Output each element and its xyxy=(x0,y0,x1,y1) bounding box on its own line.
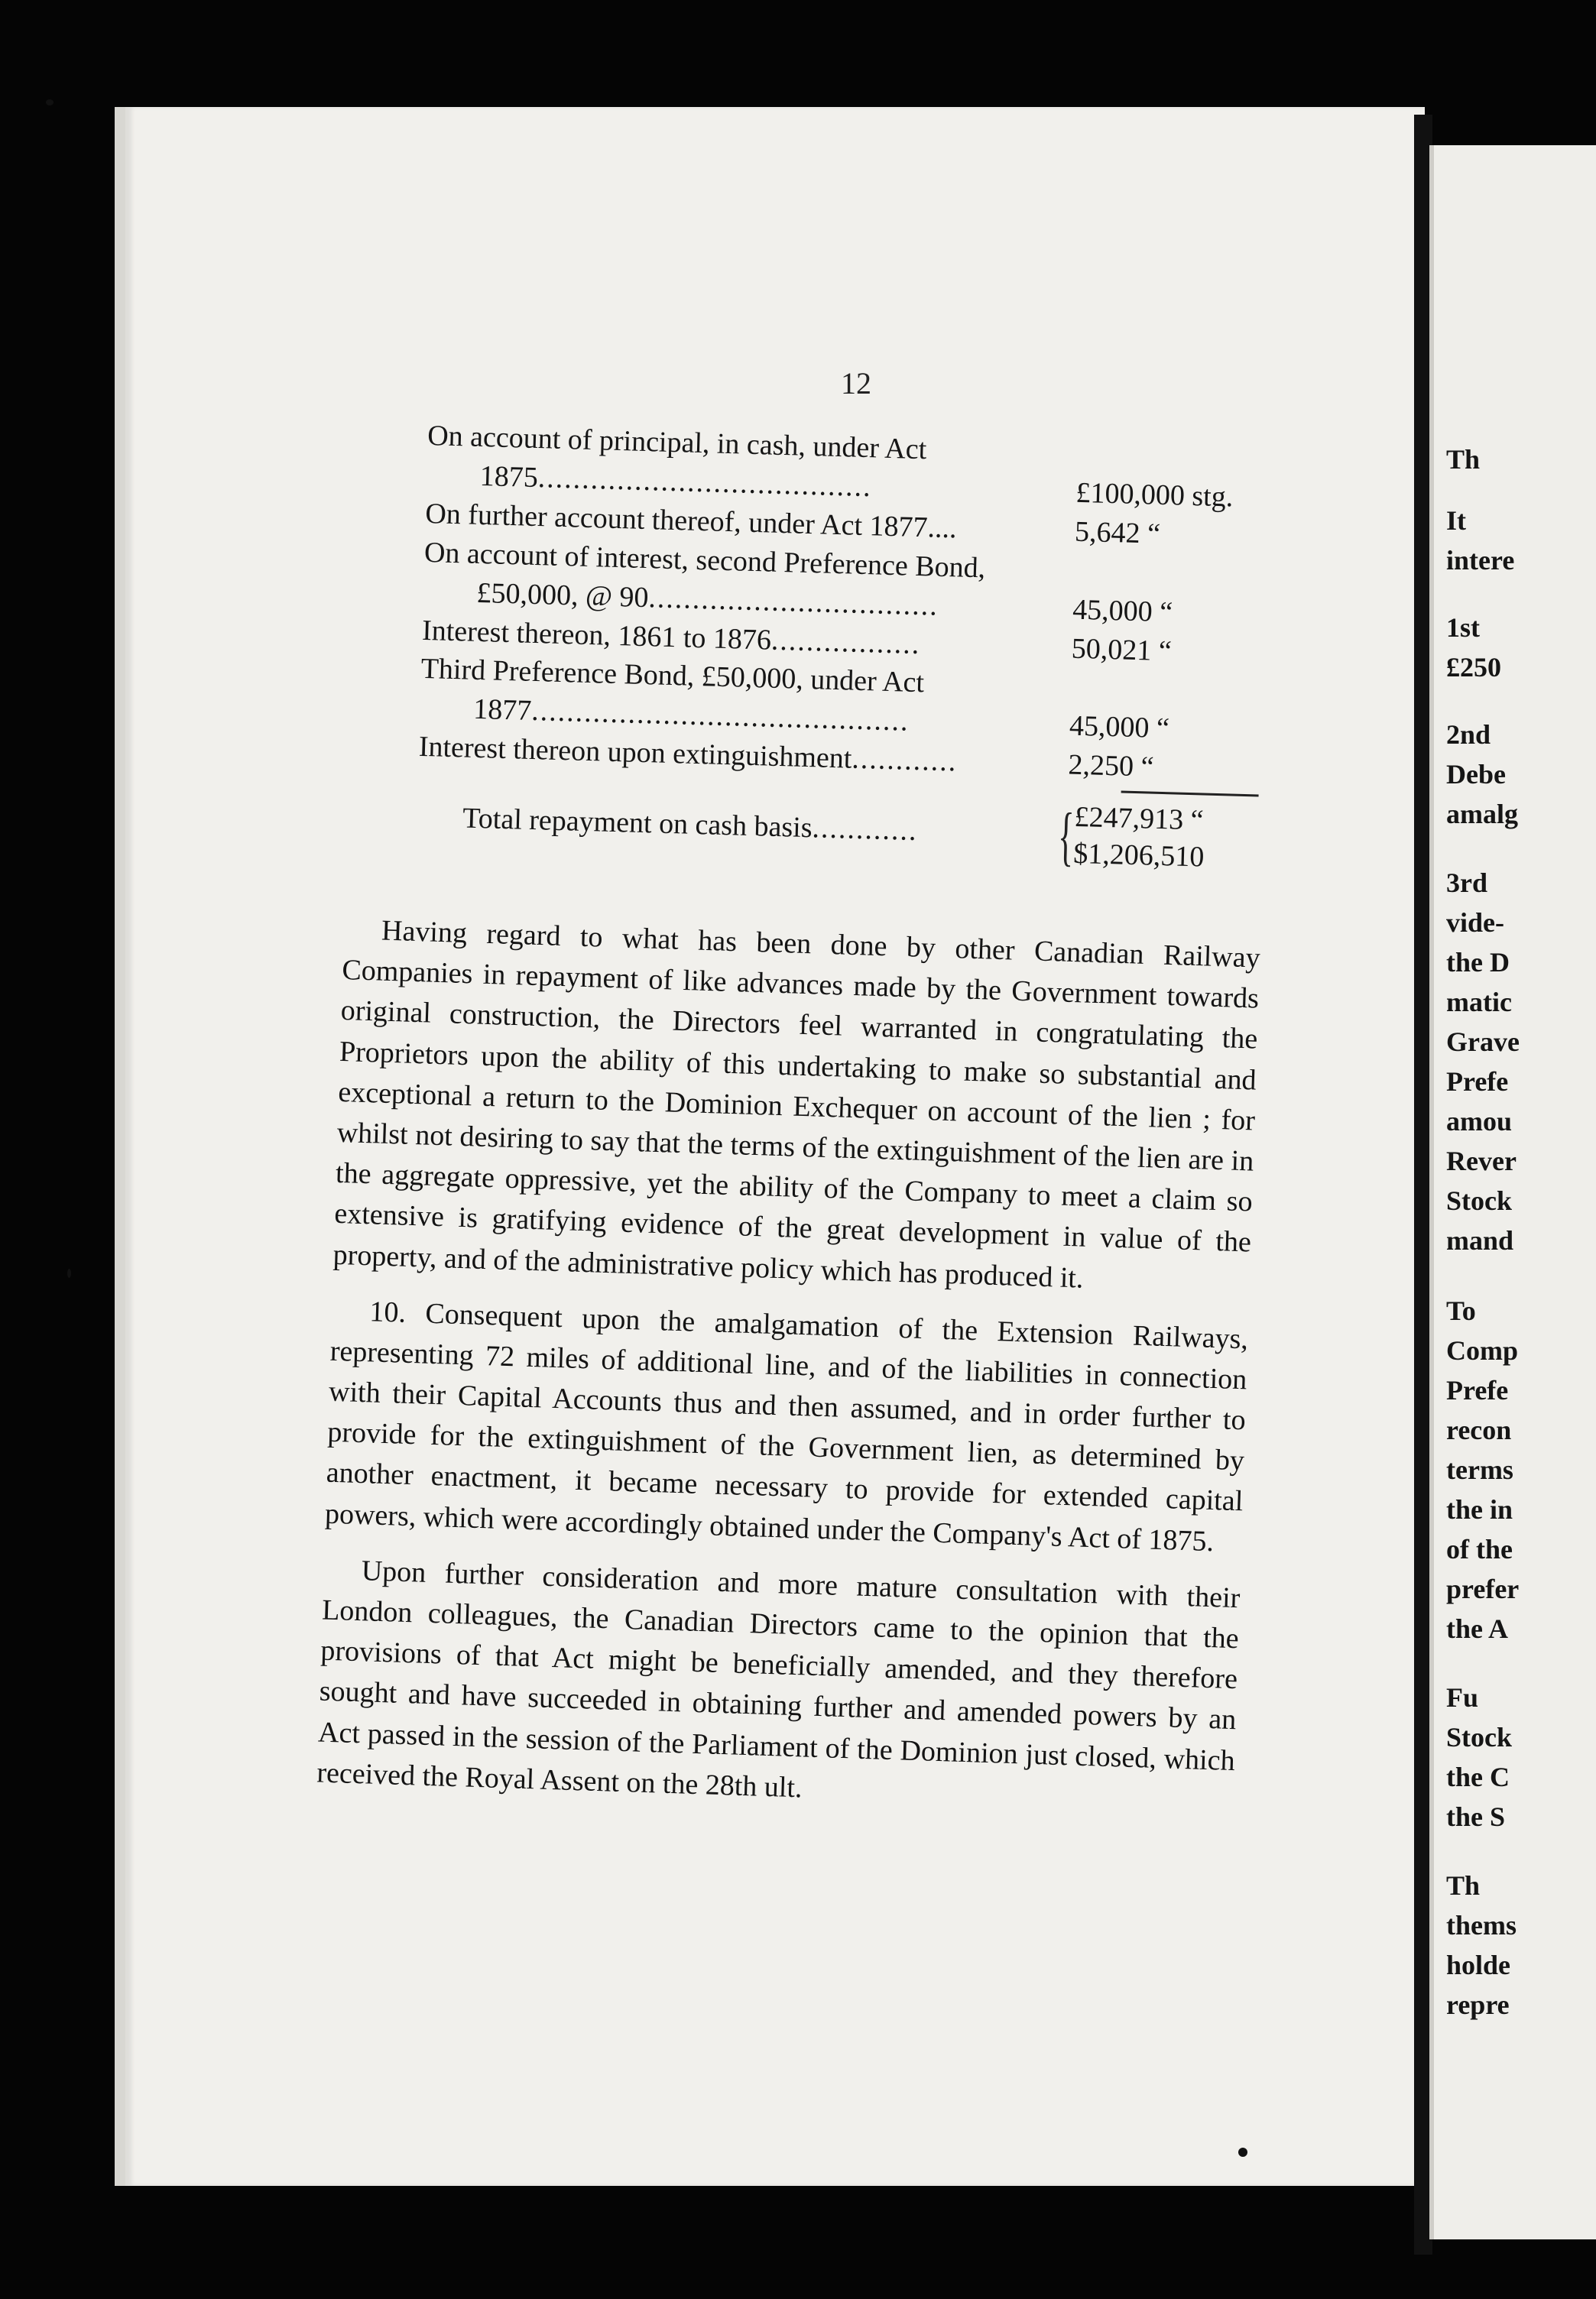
fragment: Th xyxy=(1446,1870,1481,1901)
ledger-amount: £100,000 stg. xyxy=(1075,476,1234,514)
fragment: Rever xyxy=(1446,1146,1517,1176)
fragment: 3rd xyxy=(1446,867,1487,898)
ledger-description: 1875 xyxy=(479,459,539,494)
fragment: Debe xyxy=(1446,759,1506,790)
ledger-amount: 5,642 “ xyxy=(1074,515,1161,550)
right-page-fragments xyxy=(1446,0,1596,2299)
fragment: Prefe xyxy=(1446,1375,1509,1406)
fragment: the D xyxy=(1446,947,1510,978)
fragment: the S xyxy=(1446,1801,1506,1832)
fragment: It xyxy=(1446,505,1466,536)
fragment: mand xyxy=(1446,1225,1514,1256)
total-amount-sterling: £247,913 “ xyxy=(1074,800,1205,837)
ink-speck xyxy=(1238,2148,1247,2157)
fragment: terms xyxy=(1446,1454,1513,1485)
ledger-description: On account of principal, in cash, under Act xyxy=(427,419,927,466)
fragment: prefer xyxy=(1446,1574,1520,1604)
ledger-amount: 45,000 “ xyxy=(1072,593,1173,628)
leader-dots: ................. xyxy=(770,624,921,660)
fragment: Stock xyxy=(1446,1185,1513,1216)
brace-glyph: { xyxy=(1056,798,1075,873)
fragment: amalg xyxy=(1446,799,1518,829)
leader-dots: ...................................... xyxy=(537,461,873,504)
fragment: Comp xyxy=(1446,1335,1519,1366)
fragment: of the xyxy=(1446,1534,1513,1565)
fragment: £250 xyxy=(1446,652,1501,683)
page-number: 12 xyxy=(841,366,871,400)
fragment: holde xyxy=(1446,1950,1511,1980)
paragraph: Upon further consideration and more mature consultation with their London colleagues, the Canadian Directors came to the opinion that the provisions of that Act might be beneficially amended, and they therefore sought and have succeeded in obtaining further and amended powers by an Act passed in the session of the Parliament of the Dominion just closed, which received the Royal Assent on the 28th ult. xyxy=(316,1554,1241,1805)
fragment: Stock xyxy=(1446,1722,1513,1753)
fragment: 2nd xyxy=(1446,719,1491,750)
ledger-amount: 50,021 “ xyxy=(1071,632,1173,667)
ledger-description: On account of interest, second Preference Bond, xyxy=(423,536,986,585)
fragment: vide- xyxy=(1446,907,1504,938)
fragment: recon xyxy=(1446,1415,1512,1445)
fragment: Grave xyxy=(1446,1026,1520,1057)
fragment: thems xyxy=(1446,1910,1517,1941)
body-text xyxy=(316,910,1260,1837)
fragment: repre xyxy=(1446,1989,1510,2020)
fragment: Fu xyxy=(1446,1682,1479,1713)
fragment: Th xyxy=(1446,444,1481,475)
ledger-amount: 2,250 “ xyxy=(1068,748,1155,783)
leader-dots: ........................................... xyxy=(530,695,910,738)
fragment: amou xyxy=(1446,1106,1513,1137)
fragment: the C xyxy=(1446,1762,1510,1792)
paragraph: 10. Consequent upon the amalgamation of the Extension Railways, representing 72 miles of additional line, and of the liabilities in connection with their Capital Accounts thus and then assumed, and in order further to provide for the extinguishment of the Government lien, as determined by another enactment, it became necessary to provide for extended capital powers, which were accordingly obtained under the Company's Act of 1875. xyxy=(324,1295,1249,1558)
leader-dots: ................................. xyxy=(647,581,939,622)
ledger-description: On further account thereof, under Act 1877.... xyxy=(424,497,958,545)
fragment: the in xyxy=(1446,1494,1513,1525)
fragment: Prefe xyxy=(1446,1066,1509,1097)
total-amount-dollars: $1,206,510 xyxy=(1072,837,1205,874)
ink-speck xyxy=(46,99,54,105)
ledger-description: 1877 xyxy=(472,693,532,728)
ledger-amount: 45,000 “ xyxy=(1069,709,1170,745)
fragment: To xyxy=(1446,1295,1476,1326)
fragment: 1st xyxy=(1446,612,1480,643)
ledger-description: Interest thereon upon extinguishment xyxy=(418,731,852,775)
total-label: Total repayment on cash basis xyxy=(462,802,813,845)
fragment: intere xyxy=(1446,545,1515,576)
ledger-description: Interest thereon, 1861 to 1876 xyxy=(421,614,772,657)
paragraph: Having regard to what has been done by other Canadian Railway Companies in repayment of like advances made by the Government towards original construction, the Directors feel warranted in congratulating the Proprietors upon the ability of this undertaking to make so substantial and exceptional a return to the Dominion Exchequer on account of the lien ; for whilst not desiring to say that the terms of the extinguishment of the lien are in the aggregate oppressive, yet the ability of the Company to meet a claim so extensive is gratifying evidence of the great development in value of the property, and of the administrative policy which has produced it. xyxy=(332,914,1261,1295)
leader-dots: ............ xyxy=(851,742,958,778)
ledger-description: £50,000, @ 90 xyxy=(476,576,650,614)
ledger-description: Third Preference Bond, £50,000, under Act xyxy=(420,653,925,699)
leader-dots: ............ xyxy=(812,812,919,848)
repayment-ledger xyxy=(416,417,1269,877)
fragment: matic xyxy=(1446,987,1512,1017)
ink-speck xyxy=(67,1269,71,1278)
fragment: the A xyxy=(1446,1613,1508,1644)
